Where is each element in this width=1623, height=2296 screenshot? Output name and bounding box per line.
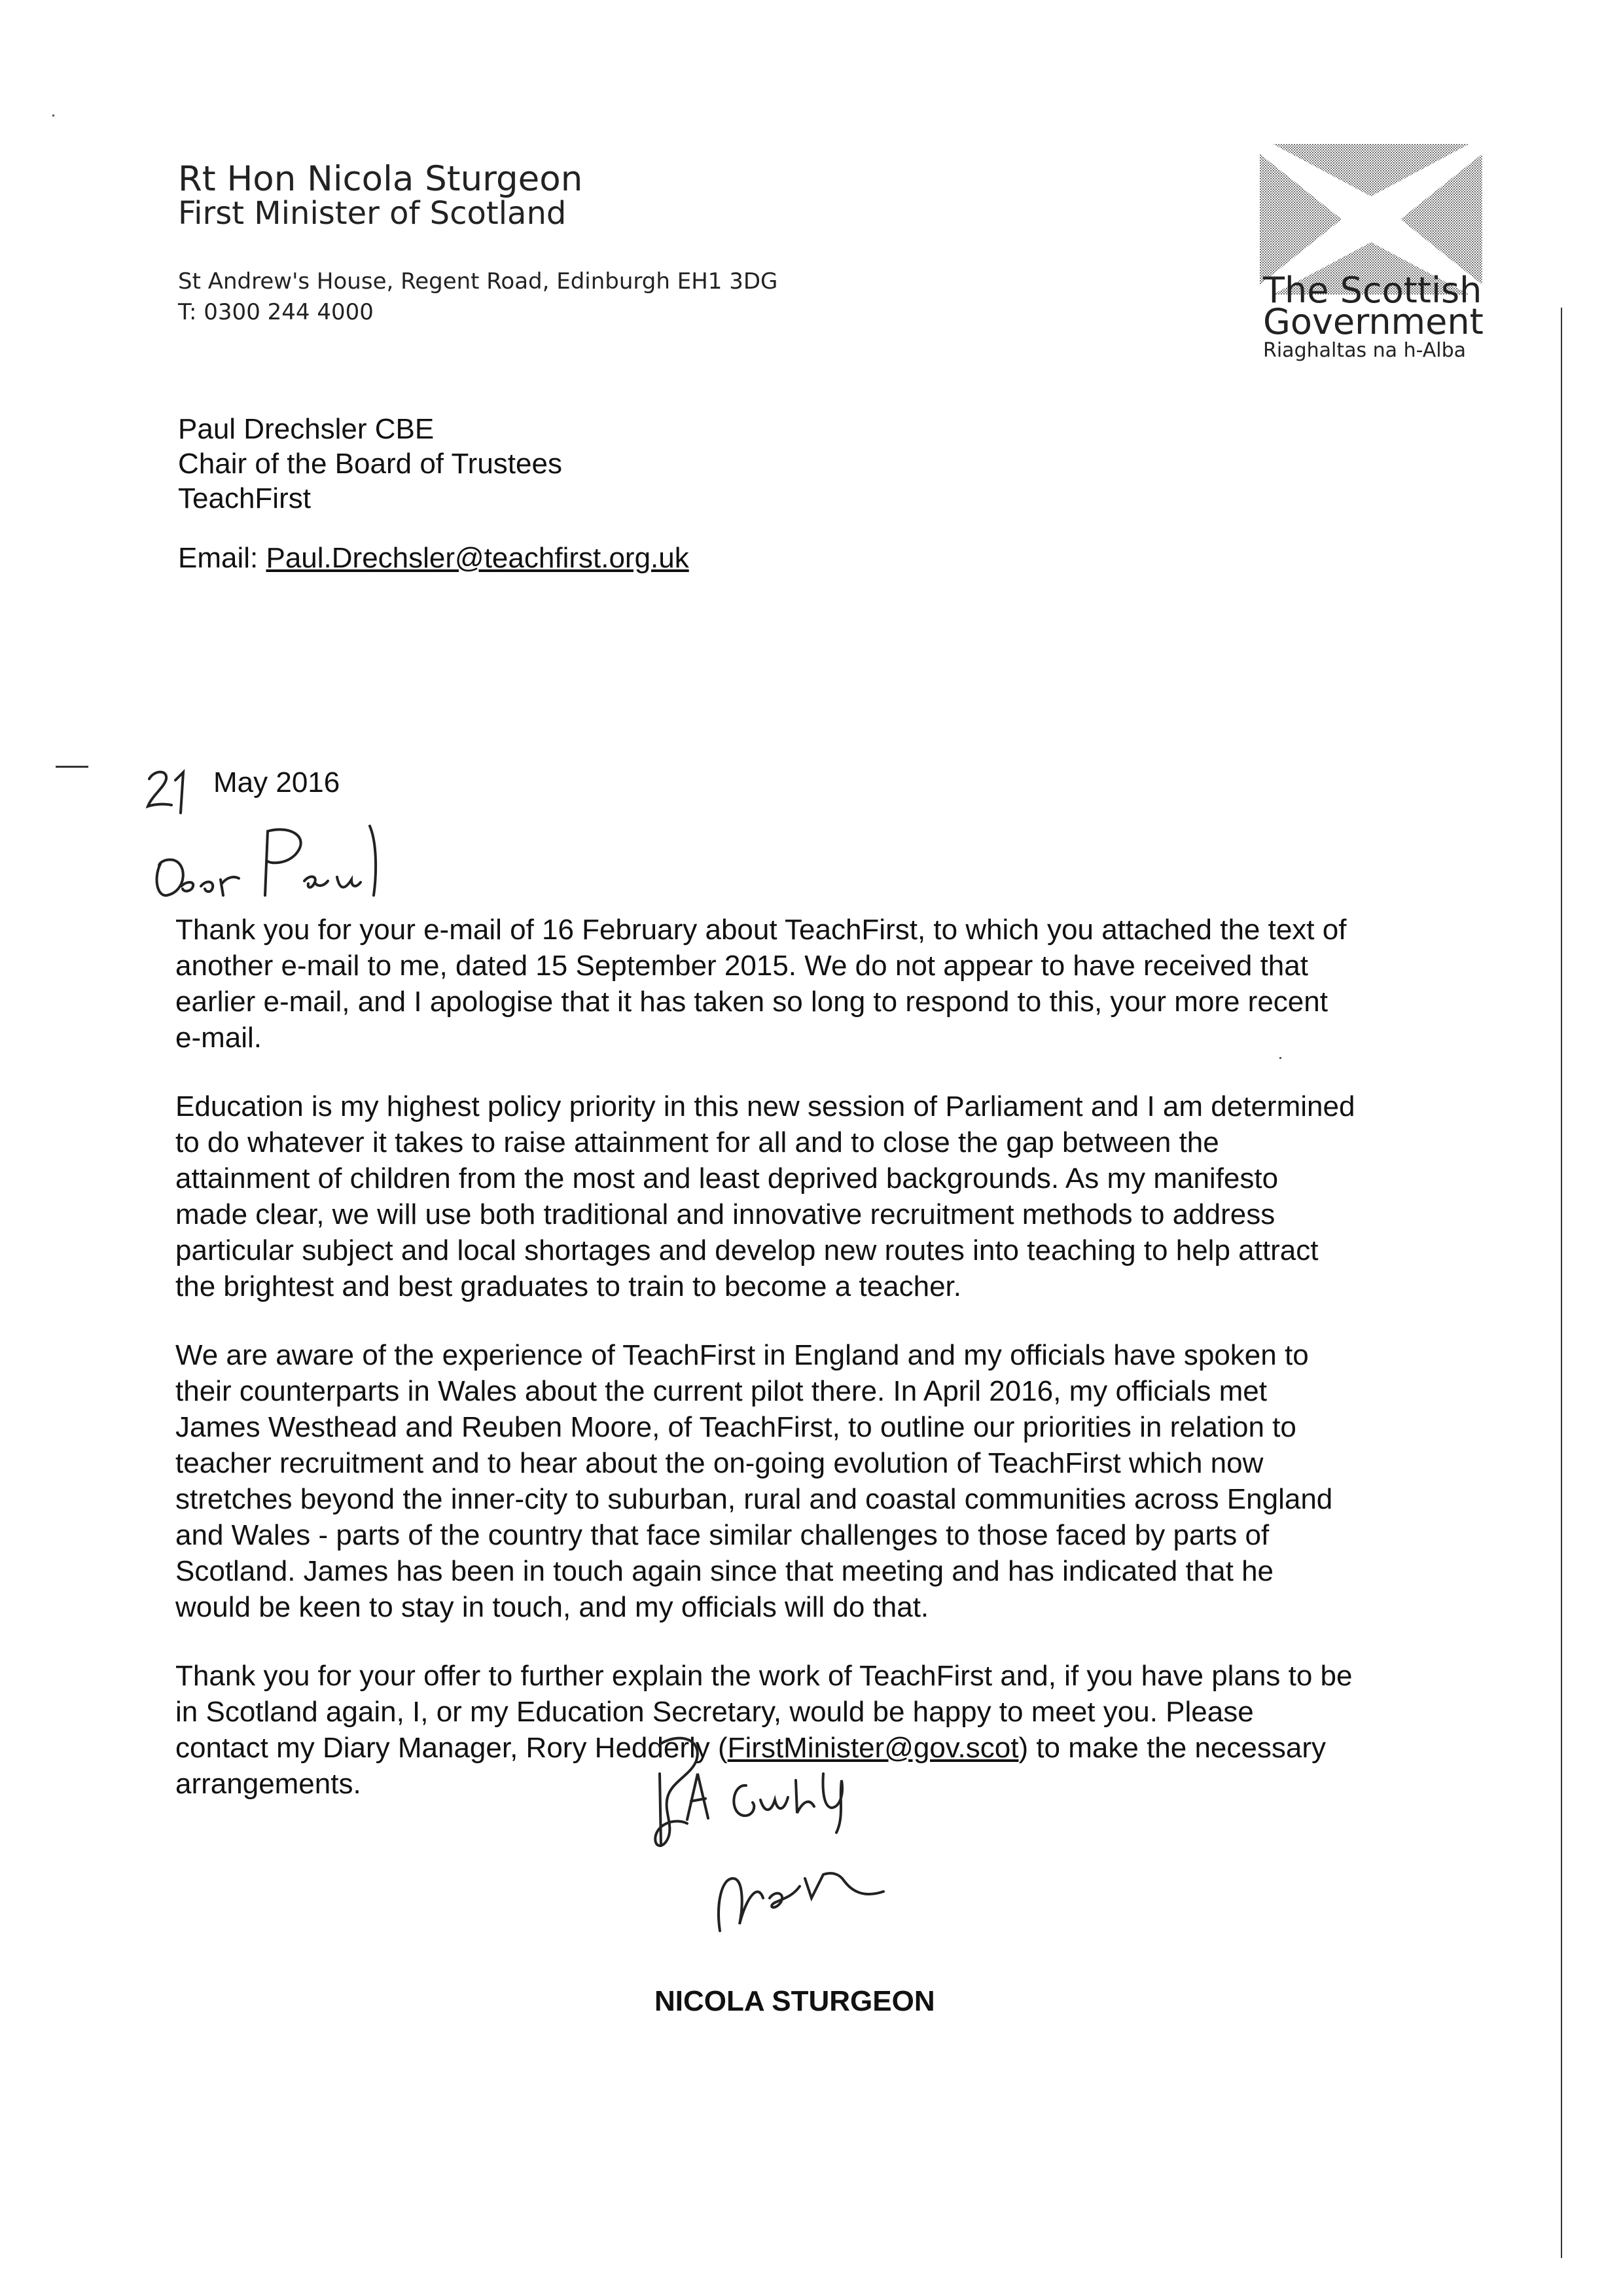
email-label: Email: bbox=[178, 542, 266, 574]
closing-text-end: ) to make the necessary arrangements. bbox=[175, 1732, 1326, 1800]
logo-name-line2: Government bbox=[1263, 301, 1484, 342]
letter-date: May 2016 bbox=[213, 766, 340, 798]
sender-title: First Minister of Scotland bbox=[178, 195, 567, 232]
recipient-position: Chair of the Board of Trustees bbox=[178, 448, 562, 480]
closing-text-start: Thank you for your offer to further explain the work of TeachFirst and, if you have plans to be in Scotland again, I, or my Education Secretary, would be happy to meet you. Please contact my Diary Manager, Rory Hedderly ( bbox=[175, 1660, 1353, 1764]
signatory-name: NICOLA STURGEON bbox=[654, 1985, 935, 2017]
scan-speck bbox=[1279, 1057, 1281, 1059]
handwritten-day bbox=[145, 767, 191, 814]
body-paragraph: Thank you for your e-mail of 16 February about TeachFirst, to which you attached the text of another e-mail to me, dated 15 September 2015. We do not appear to have received that earlier e-mail, and I apologise that it has taken so long to respond to this, your more recent e-mail. bbox=[175, 914, 1347, 1054]
scan-margin-mark bbox=[56, 766, 88, 768]
sender-name: Rt Hon Nicola Sturgeon bbox=[178, 159, 583, 199]
handwritten-salutation bbox=[141, 818, 402, 910]
first-minister-email-link[interactable]: FirstMinister@gov.scot bbox=[727, 1732, 1019, 1764]
logo-gaelic-name: Riaghaltas na h-Alba bbox=[1263, 339, 1467, 362]
body-paragraph: Education is my highest policy priority in this new session of Parliament and I am determined to do whatever it takes to raise attainment for all and to close the gap between the attainment of children from the most and least deprived backgrounds. As my manifesto made clear, we will use both traditional and innovative recruitment methods to address particular subject and local shortages and develop new routes into teaching to help attract the brightest and best graduates to train to become a teacher. bbox=[175, 1090, 1355, 1302]
recipient-email-link[interactable]: Paul.Drechsler@teachfirst.org.uk bbox=[266, 542, 689, 574]
scan-speck bbox=[52, 115, 54, 117]
recipient-email-row bbox=[178, 540, 689, 577]
recipient-organisation: TeachFirst bbox=[178, 482, 311, 514]
logo-name-line1: The Scottish bbox=[1263, 270, 1482, 311]
handwritten-signature bbox=[648, 1734, 949, 1990]
recipient-name: Paul Drechsler CBE bbox=[178, 413, 435, 445]
sender-address: St Andrew's House, Regent Road, Edinburgh EH1 3DG bbox=[178, 268, 778, 295]
scan-edge-line bbox=[1561, 308, 1562, 2258]
body-paragraph: We are aware of the experience of TeachFirst in England and my officials have spoken to their counterparts in Wales about the current pilot there. In April 2016, my officials met James Westhead and Reuben Moore, of TeachFirst, to outline our priorities in relation to teacher recruitment and to hear about the on-going evolution of TeachFirst which now stretches beyond the inner-city to suburban, rural and coastal communities across England and Wales - parts of the country that face similar challenges to those faced by parts of Scotland. James has been in touch again since that meeting and has indicated that he would be keen to stay in touch, and my officials will do that. bbox=[175, 1339, 1333, 1623]
sender-telephone: T: 0300 244 4000 bbox=[178, 299, 374, 325]
